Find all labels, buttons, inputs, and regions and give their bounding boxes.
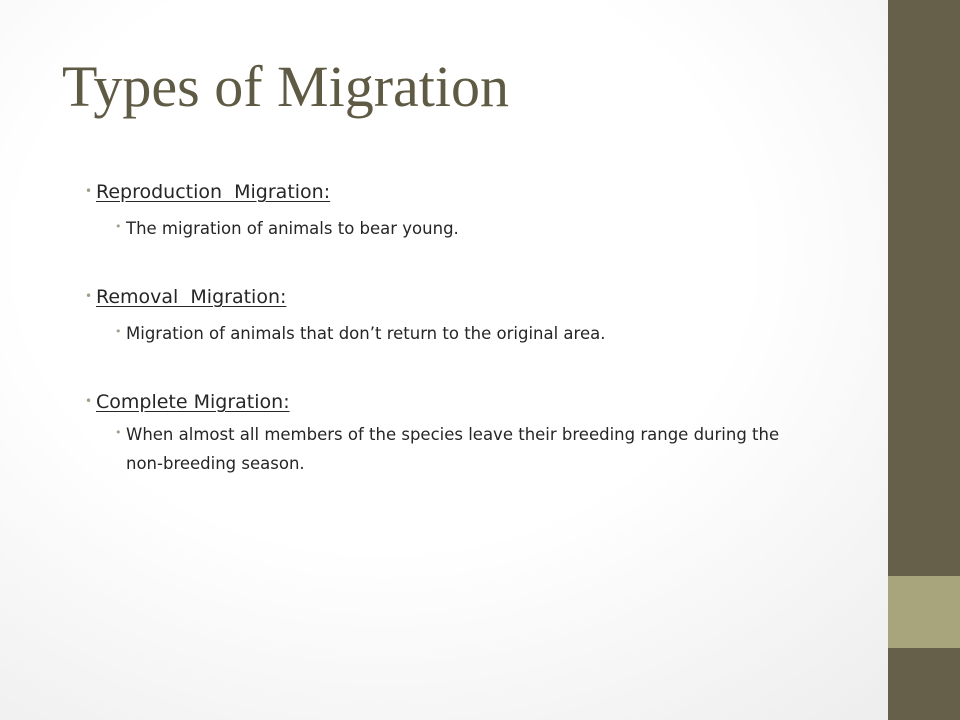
sub-bullet-dot-icon: • bbox=[115, 426, 122, 439]
bullet-dot-icon: • bbox=[85, 394, 93, 408]
bullet-removal-migration bbox=[72, 281, 872, 313]
bullet-heading: Complete Migration: bbox=[96, 391, 290, 413]
sub-bullet-dot-icon: • bbox=[115, 325, 122, 338]
bullet-complete-migration bbox=[72, 386, 872, 418]
side-bar-accent-block bbox=[888, 576, 960, 648]
sub-bullet-text: When almost all members of the species leave their breeding range during the non-breeding season. bbox=[126, 425, 780, 473]
sub-bullet-removal-migration bbox=[72, 319, 786, 348]
bullet-dot-icon: • bbox=[85, 184, 93, 198]
slide-content bbox=[72, 176, 872, 478]
sub-bullet-text: The migration of animals to bear young. bbox=[126, 219, 459, 238]
sub-bullet-reproduction-migration bbox=[72, 214, 786, 243]
sub-bullet-text: Migration of animals that don’t return to the original area. bbox=[126, 324, 606, 343]
bullet-reproduction-migration bbox=[72, 176, 872, 208]
bullet-heading: Removal Migration: bbox=[96, 286, 287, 308]
sub-bullet-dot-icon: • bbox=[115, 220, 122, 233]
sub-bullet-complete-migration bbox=[72, 420, 786, 478]
bullet-heading: Reproduction Migration: bbox=[96, 181, 331, 203]
slide-title: Types of Migration bbox=[62, 54, 509, 119]
bullet-dot-icon: • bbox=[85, 289, 93, 303]
